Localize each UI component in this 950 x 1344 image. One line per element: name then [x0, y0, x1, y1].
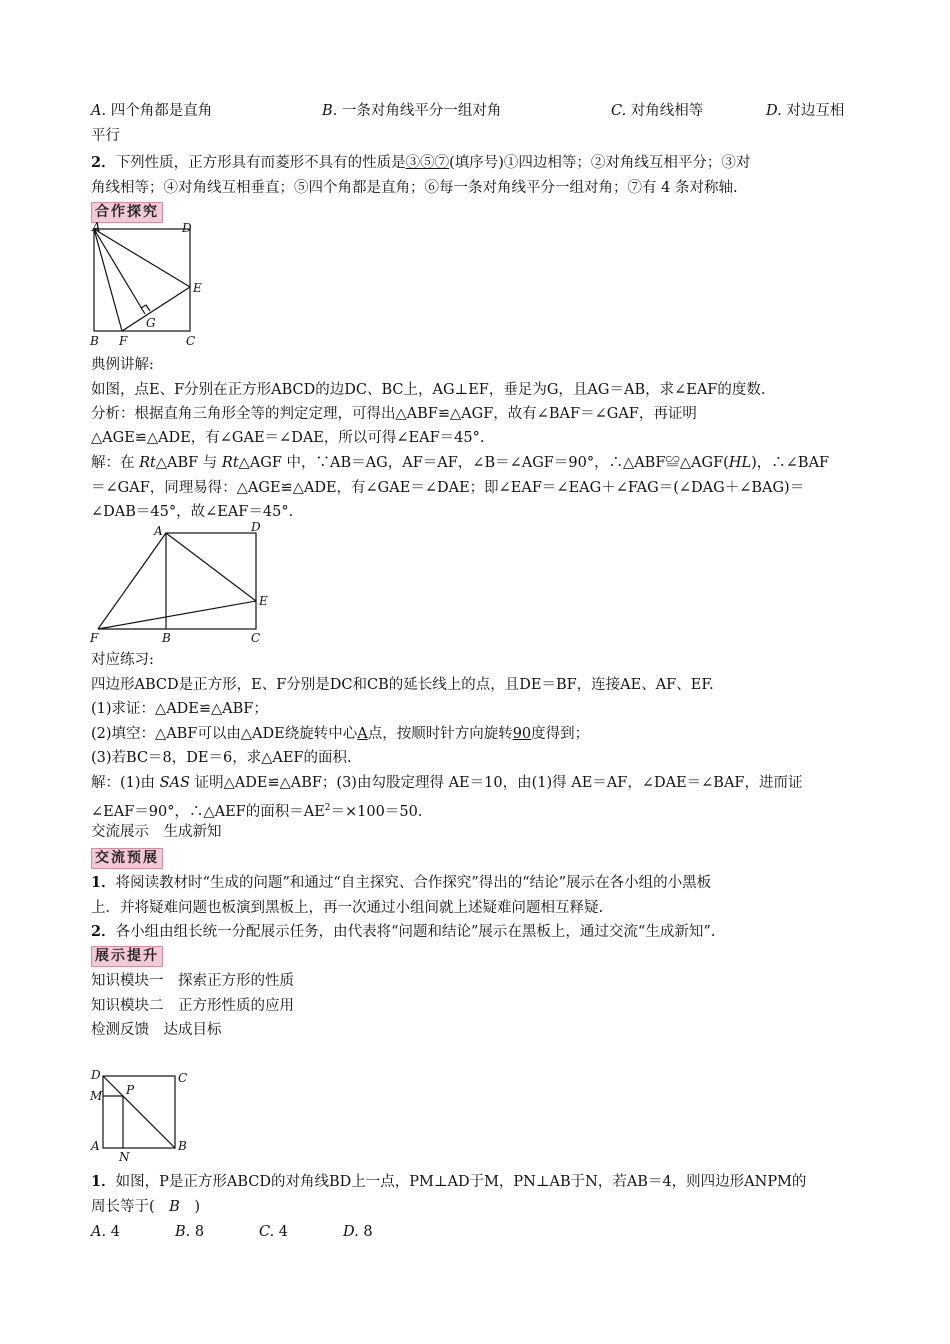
psol2-b: ＝×100＝50.	[330, 803, 423, 820]
label-a: A	[92, 221, 101, 234]
test-option-c	[259, 1222, 343, 1242]
test-option-b-text: 8	[194, 1224, 205, 1240]
psol2-sup: 2	[324, 803, 331, 813]
test-option-b-letter: B.	[175, 1224, 191, 1240]
psol1-sas: SAS	[159, 775, 190, 791]
example-analysis-1: 分析：根据直角三角形全等的判定定理，可得出△ABF≌△AGF，故有∠BAF＝∠GAF，再证明	[91, 406, 697, 422]
figure-square-diagonal	[86, 1064, 196, 1162]
test-q1-stem2b: )	[179, 1199, 200, 1215]
practice-part-3: (3)若BC＝8，DE＝6，求△AEF的面积.	[91, 750, 352, 766]
practice-part-2	[91, 724, 861, 744]
module-2: 知识模块二 正方形性质的应用	[91, 998, 294, 1014]
q1-option-d-letter: D.	[766, 103, 782, 119]
label-a-2: A	[154, 524, 163, 538]
label-f: F	[119, 334, 128, 348]
q1-option-b-letter: B.	[322, 103, 338, 119]
exchange-1-number: 1．	[91, 874, 116, 891]
test-option-d	[343, 1222, 427, 1242]
example-analysis-2: △AGE≌△ADE，有∠GAE＝∠DAE，所以可得∠EAF＝45°.	[91, 430, 485, 446]
segment-af	[94, 229, 122, 331]
test-q1-number: 1．	[91, 1173, 116, 1190]
q1-option-c-letter: C.	[611, 103, 627, 119]
test-option-a	[91, 1222, 175, 1242]
label-c-2: C	[251, 631, 261, 645]
test-q1-stem2a: 周长等于(	[91, 1199, 170, 1215]
example-solution-2: ＝∠GAF，同理易得：△AGE≌△ADE，有∠GAE＝∠DAE；即∠EAF＝∠EAG＋∠FAG＝(∠DAG＋∠BAG)＝	[91, 480, 805, 496]
test-option-b	[175, 1222, 259, 1242]
test-q1-line1	[91, 1172, 861, 1192]
figure-square-abcd-eg	[86, 221, 216, 351]
label-m-3: M	[90, 1089, 103, 1103]
exchange-2-number: 2．	[91, 923, 116, 940]
segment-ae-2	[166, 533, 256, 601]
label-n-3: N	[119, 1150, 130, 1162]
label-c: C	[186, 334, 196, 348]
test-q1-line2	[91, 1197, 861, 1217]
test-option-a-text: 4	[110, 1224, 120, 1240]
sol1-hl: HL	[728, 455, 752, 471]
example-heading: 典例讲解:	[91, 357, 154, 373]
sol1-d: )，∴∠BAF	[751, 455, 830, 471]
example-solution-3: ∠DAB＝45°，故∠EAF＝45°.	[91, 504, 294, 520]
label-c-3: C	[178, 1071, 188, 1085]
q1-option-d-text: 对边互相	[786, 103, 845, 119]
label-d: D	[182, 221, 192, 235]
practice-solution-1	[91, 773, 861, 793]
sol1-rt2: Rt	[221, 455, 239, 471]
sol1-b: △ABF 与	[155, 455, 222, 471]
section-tag-cooperative-inquiry: 合作探究	[91, 202, 163, 223]
label-f-2: F	[90, 631, 99, 645]
label-d-2: D	[251, 521, 261, 534]
module-1: 知识模块一 探索正方形的性质	[91, 973, 294, 989]
label-p-3: P	[126, 1083, 135, 1097]
example-solution-1	[91, 453, 861, 473]
label-b-3: B	[178, 1139, 187, 1153]
q1-option-d	[766, 101, 866, 121]
label-b: B	[90, 334, 99, 348]
section-title-exchange: 交流展示 生成新知	[91, 824, 222, 840]
q1-option-b-text: 一条对角线平分一组对角	[341, 103, 502, 119]
sol1-rt1: Rt	[139, 455, 156, 471]
label-d-3: D	[91, 1068, 101, 1082]
diagonal-bd	[103, 1076, 175, 1148]
practice-solution-2	[91, 798, 861, 822]
q1-option-d-continued: 平行	[91, 128, 120, 144]
q2-line1	[91, 153, 861, 173]
test-option-d-text: 8	[363, 1224, 373, 1240]
test-option-c-text: 4	[278, 1224, 289, 1240]
q1-option-c	[611, 101, 751, 121]
p2-c: 度得到；	[531, 726, 590, 742]
segment-ae	[94, 229, 190, 287]
section-tag-exchange-preview: 交流预展	[91, 848, 163, 869]
exchange-1-text: 将阅读教材时“生成的问题”和通过“自主探究、合作探究”得出的“结论”展示在各小组的小黑板	[115, 875, 712, 891]
q1-option-a-letter: A.	[91, 103, 107, 119]
example-problem: 如图，点E、F分别在正方形ABCD的边DC、BC上，AG⊥EF，垂足为G，且AG＝AB，求∠EAF的度数.	[91, 382, 766, 398]
q1-option-c-text: 对角线相等	[630, 103, 704, 119]
q2-number: 2．	[91, 154, 116, 171]
test-option-d-letter: D.	[343, 1224, 359, 1240]
exchange-item-2	[91, 922, 861, 942]
label-e-2: E	[259, 594, 268, 608]
sol1-a: 解：在	[91, 455, 140, 471]
p2-center: A	[357, 726, 368, 742]
test-option-a-letter: A.	[91, 1224, 107, 1240]
q2-post: (填序号)①四边相等；②对角线互相平分；③对	[449, 155, 751, 171]
figure-square-extended	[86, 521, 276, 645]
q1-option-a-text: 四个角都是直角	[110, 103, 213, 119]
segment-ag	[94, 229, 145, 314]
label-b-2: B	[162, 631, 171, 645]
psol1-a: 解：(1)由	[91, 775, 160, 791]
p2-a: (2)填空：△ABF可以由△ADE绕旋转中心	[91, 726, 358, 742]
exchange-item-1a	[91, 873, 861, 893]
exchange-2-text: 各小组由组长统一分配展示任务，由代表将“问题和结论”展示在黑板上，通过交流“生成新知”.	[115, 924, 716, 940]
exchange-item-1b: 上．并将疑难问题也板演到黑板上，再一次通过小组间就上述疑难问题相互释疑.	[91, 900, 604, 916]
practice-part-1: (1)求证：△ADE≌△ABF；	[91, 701, 268, 717]
label-e: E	[193, 281, 202, 295]
psol2-a: ∠EAF＝90°，∴△AEF的面积＝AE	[91, 803, 325, 820]
test-q1-options	[91, 1222, 861, 1242]
module-3: 检测反馈 达成目标	[91, 1022, 222, 1038]
test-q1-stem: 如图，P是正方形ABCD的对角线BD上一点，PM⊥AD于M，PN⊥AB于N，若AB＝4，则四边形ANPM的	[115, 1174, 807, 1190]
p2-b: 点，按顺时针方向旋转	[367, 726, 513, 742]
label-g: G	[146, 316, 156, 330]
label-a-3: A	[91, 1139, 100, 1153]
segment-af-2	[98, 533, 166, 629]
psol1-b: 证明△ADE≌△ABF；(3)由勾股定理得 AE＝10，由(1)得 AE＝AF，∠DAE＝∠BAF，进而证	[190, 775, 803, 791]
p2-degrees: 90	[512, 726, 532, 742]
segment-fe-2	[98, 601, 256, 629]
q2-line2: 角线相等；④对角线互相垂直；⑤四个角都是直角；⑥每一条对角线平分一组对角；⑦有 4 条对称轴.	[91, 180, 738, 196]
q1-option-b	[322, 101, 582, 121]
test-option-c-letter: C.	[259, 1224, 275, 1240]
section-tag-present-improve: 展示提升	[91, 946, 163, 967]
test-q1-answer: B	[169, 1199, 180, 1215]
q2-answer: ③⑤⑦	[405, 155, 450, 171]
practice-heading: 对应练习:	[91, 652, 154, 668]
q2-pre: 下列性质，正方形具有而菱形不具有的性质是	[115, 155, 406, 171]
practice-problem: 四边形ABCD是正方形，E、F分别是DC和CB的延长线上的点，且DE＝BF，连接AE、AF、EF.	[91, 677, 714, 693]
sol1-c: △AGF 中，∵AB＝AG，AF＝AF，∠B＝∠AGF＝90°，∴△ABF≌△AGF(	[238, 455, 729, 471]
